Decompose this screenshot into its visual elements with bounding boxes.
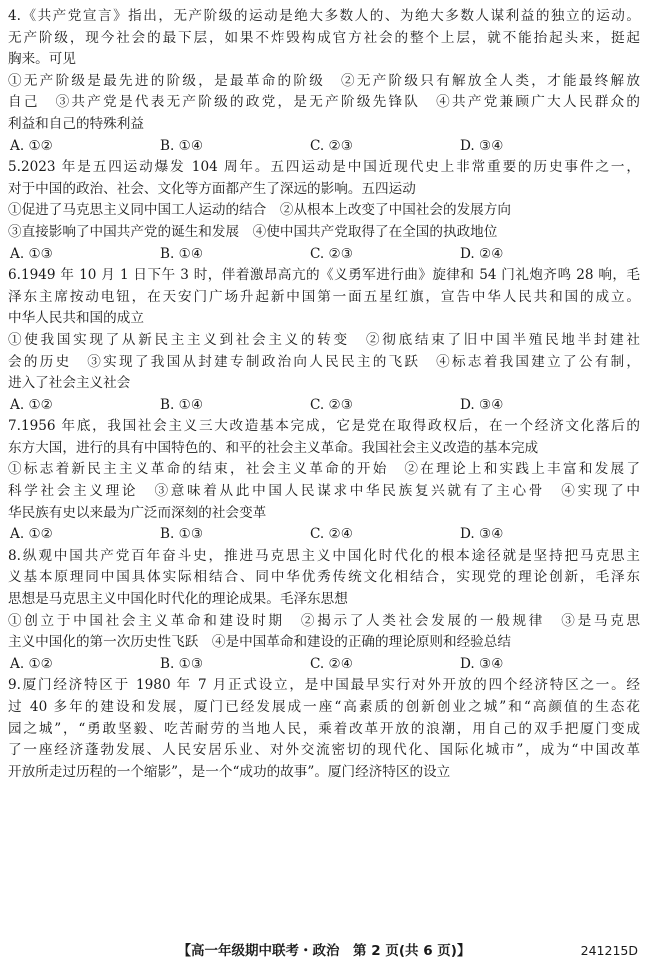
option-c: C. ②④ — [310, 526, 353, 543]
question-line: 7.1956 年底，我国社会主义三大改造基本完成，它是党在取得政权后，在一个经济文化落后的 — [8, 418, 640, 435]
question-7 — [8, 416, 640, 546]
answer-options — [8, 524, 640, 546]
question-6 — [8, 265, 640, 416]
option-c: C. ②③ — [310, 245, 353, 262]
question-line: 主义中国化的第一次历史性飞跃 ④是中国革命和建设的正确的理论原则和经验总结 — [8, 634, 511, 651]
option-d: D. ③④ — [460, 396, 504, 413]
question-line: ③直接影响了中国共产党的诞生和发展 ④使中国共产党取得了在全国的执政地位 — [8, 223, 498, 240]
question-line: 8.纵观中国共产党百年奋斗史，推进马克思主义中国化时代化的根本途径就是坚持把马克思主 — [8, 547, 640, 564]
option-c: C. ②③ — [310, 137, 353, 154]
question-line: 过 40 多年的建设和发展，厦门已经发展成一座“高素质的创新创业之城”和“高颜值的生态花 — [8, 699, 640, 715]
question-line: 园之城”，“勇敢坚毅、吃苦耐劳的当地人民，乘着改革开放的浪潮，用自己的双手把厦门变成 — [8, 720, 640, 737]
answer-options — [8, 136, 640, 158]
question-line: 中华人民共和国的成立 — [8, 310, 144, 327]
question-line: 科学社会主义理论 ③意味着从此中国人民谋求中华民族复兴就有了主心骨 ④实现了中 — [8, 483, 640, 500]
question-line: 5.2023 年是五四运动爆发 104 周年。五四运动是中国近现代史上非常重要的历史事件之一， — [8, 159, 640, 176]
option-b: B. ①④ — [160, 396, 204, 413]
paper-code: 241215D — [580, 943, 638, 958]
question-line: 泽东主席按动电钮，在天安门广场升起新中国第一面五星红旗，宣告中华人民共和国的成立。 — [8, 288, 640, 305]
answer-options — [8, 395, 640, 417]
question-line: 思想是马克思主义中国化时代化的理论成果。毛泽东思想 — [8, 591, 348, 608]
question-line: 华民族有史以来最为广泛而深刻的社会变革 — [8, 504, 267, 521]
option-a: A. ①② — [10, 655, 53, 672]
question-line: 东方大国，进行的具有中国特色的、和平的社会主义革命。我国社会主义改造的基本完成 — [8, 439, 539, 456]
answer-options — [8, 654, 640, 676]
question-line: 义基本原理同中国具体实际相结合、同中华优秀传统文化相结合，实现党的理论创新，毛泽东 — [8, 569, 640, 586]
answer-options — [8, 244, 640, 266]
question-line: 了一座经济蓬勃发展、人民安居乐业、对外交流密切的现代化、国际化城市”，成为“中国改革 — [8, 742, 640, 759]
question-line: 对于中国的政治、社会、文化等方面都产生了深远的影响。五四运动 — [8, 180, 416, 197]
question-line: ①使我国实现了从新民主主义到社会主义的转变 ②彻底结束了旧中国半殖民地半封建社 — [8, 331, 640, 348]
question-line: 开放所走过历程的一个缩影”，是一个“成功的故事”。厦门经济特区的设立 — [8, 763, 451, 780]
option-c: C. ②③ — [310, 396, 353, 413]
question-line: 无产阶级，现今社会的最下层，如果不炸毁构成官方社会的整个上层，就不能抬起头来，挺起 — [8, 29, 640, 46]
option-c: C. ②④ — [310, 655, 353, 672]
option-a: A. ①② — [10, 526, 53, 543]
question-line: ①无产阶级是最先进的阶级，是最革命的阶级 ②无产阶级只有解放全人类，才能最终解放 — [8, 72, 640, 89]
option-b: B. ①③ — [160, 655, 204, 672]
option-d: D. ③④ — [460, 137, 504, 154]
question-8 — [8, 546, 640, 676]
question-line: 胸来。可见 — [8, 51, 76, 68]
question-line: ①标志着新民主主义革命的结束，社会主义革命的开始 ②在理论上和实践上丰富和发展了 — [8, 461, 640, 478]
question-line: ①创立于中国社会主义革命和建设时期 ②揭示了人类社会发展的一般规律 ③是马克思 — [8, 612, 640, 629]
option-a: A. ①② — [10, 396, 53, 413]
question-line: 利益和自己的特殊利益 — [8, 115, 144, 132]
question-line: 自己 ③共产党是代表无产阶级的政党，是无产阶级先锋队 ④共产党兼顾广大人民群众的 — [8, 94, 640, 111]
page-footer — [0, 940, 648, 962]
option-d: D. ③④ — [460, 655, 504, 672]
exam-page — [8, 6, 640, 783]
option-b: B. ①③ — [160, 526, 204, 543]
question-line: 9.厦门经济特区于 1980 年 7 月正式设立，是中国最早实行对外开放的四个经济特区之一。经 — [8, 677, 640, 694]
option-d: D. ②④ — [460, 245, 504, 262]
question-5 — [8, 157, 640, 265]
option-b: B. ①④ — [160, 137, 204, 154]
question-line: ①促进了马克思主义同中国工人运动的结合 ②从根本上改变了中国社会的发展方向 — [8, 202, 511, 219]
question-line: 4.《共产党宣言》指出，无产阶级的运动是绝大多数人的、为绝大多数人谋利益的独立的运动。 — [8, 8, 640, 24]
footer-title: 【高一年级期中联考・政治 第 2 页(共 6 页)】 — [177, 943, 471, 959]
option-b: B. ①④ — [160, 245, 204, 262]
question-line: 6.1949 年 10 月 1 日下午 3 时，伴着激昂高亢的《义勇军进行曲》旋律和 54 门礼炮齐鸣 28 响，毛 — [8, 267, 640, 284]
option-d: D. ③④ — [460, 526, 504, 543]
question-9 — [8, 675, 640, 783]
option-a: A. ①② — [10, 137, 53, 154]
option-a: A. ①③ — [10, 245, 53, 262]
question-line: 会的历史 ③实现了我国从封建专制政治向人民民主的飞跃 ④标志着我国建立了公有制， — [8, 353, 640, 370]
question-line: 进入了社会主义社会 — [8, 375, 131, 392]
question-4 — [8, 6, 640, 157]
